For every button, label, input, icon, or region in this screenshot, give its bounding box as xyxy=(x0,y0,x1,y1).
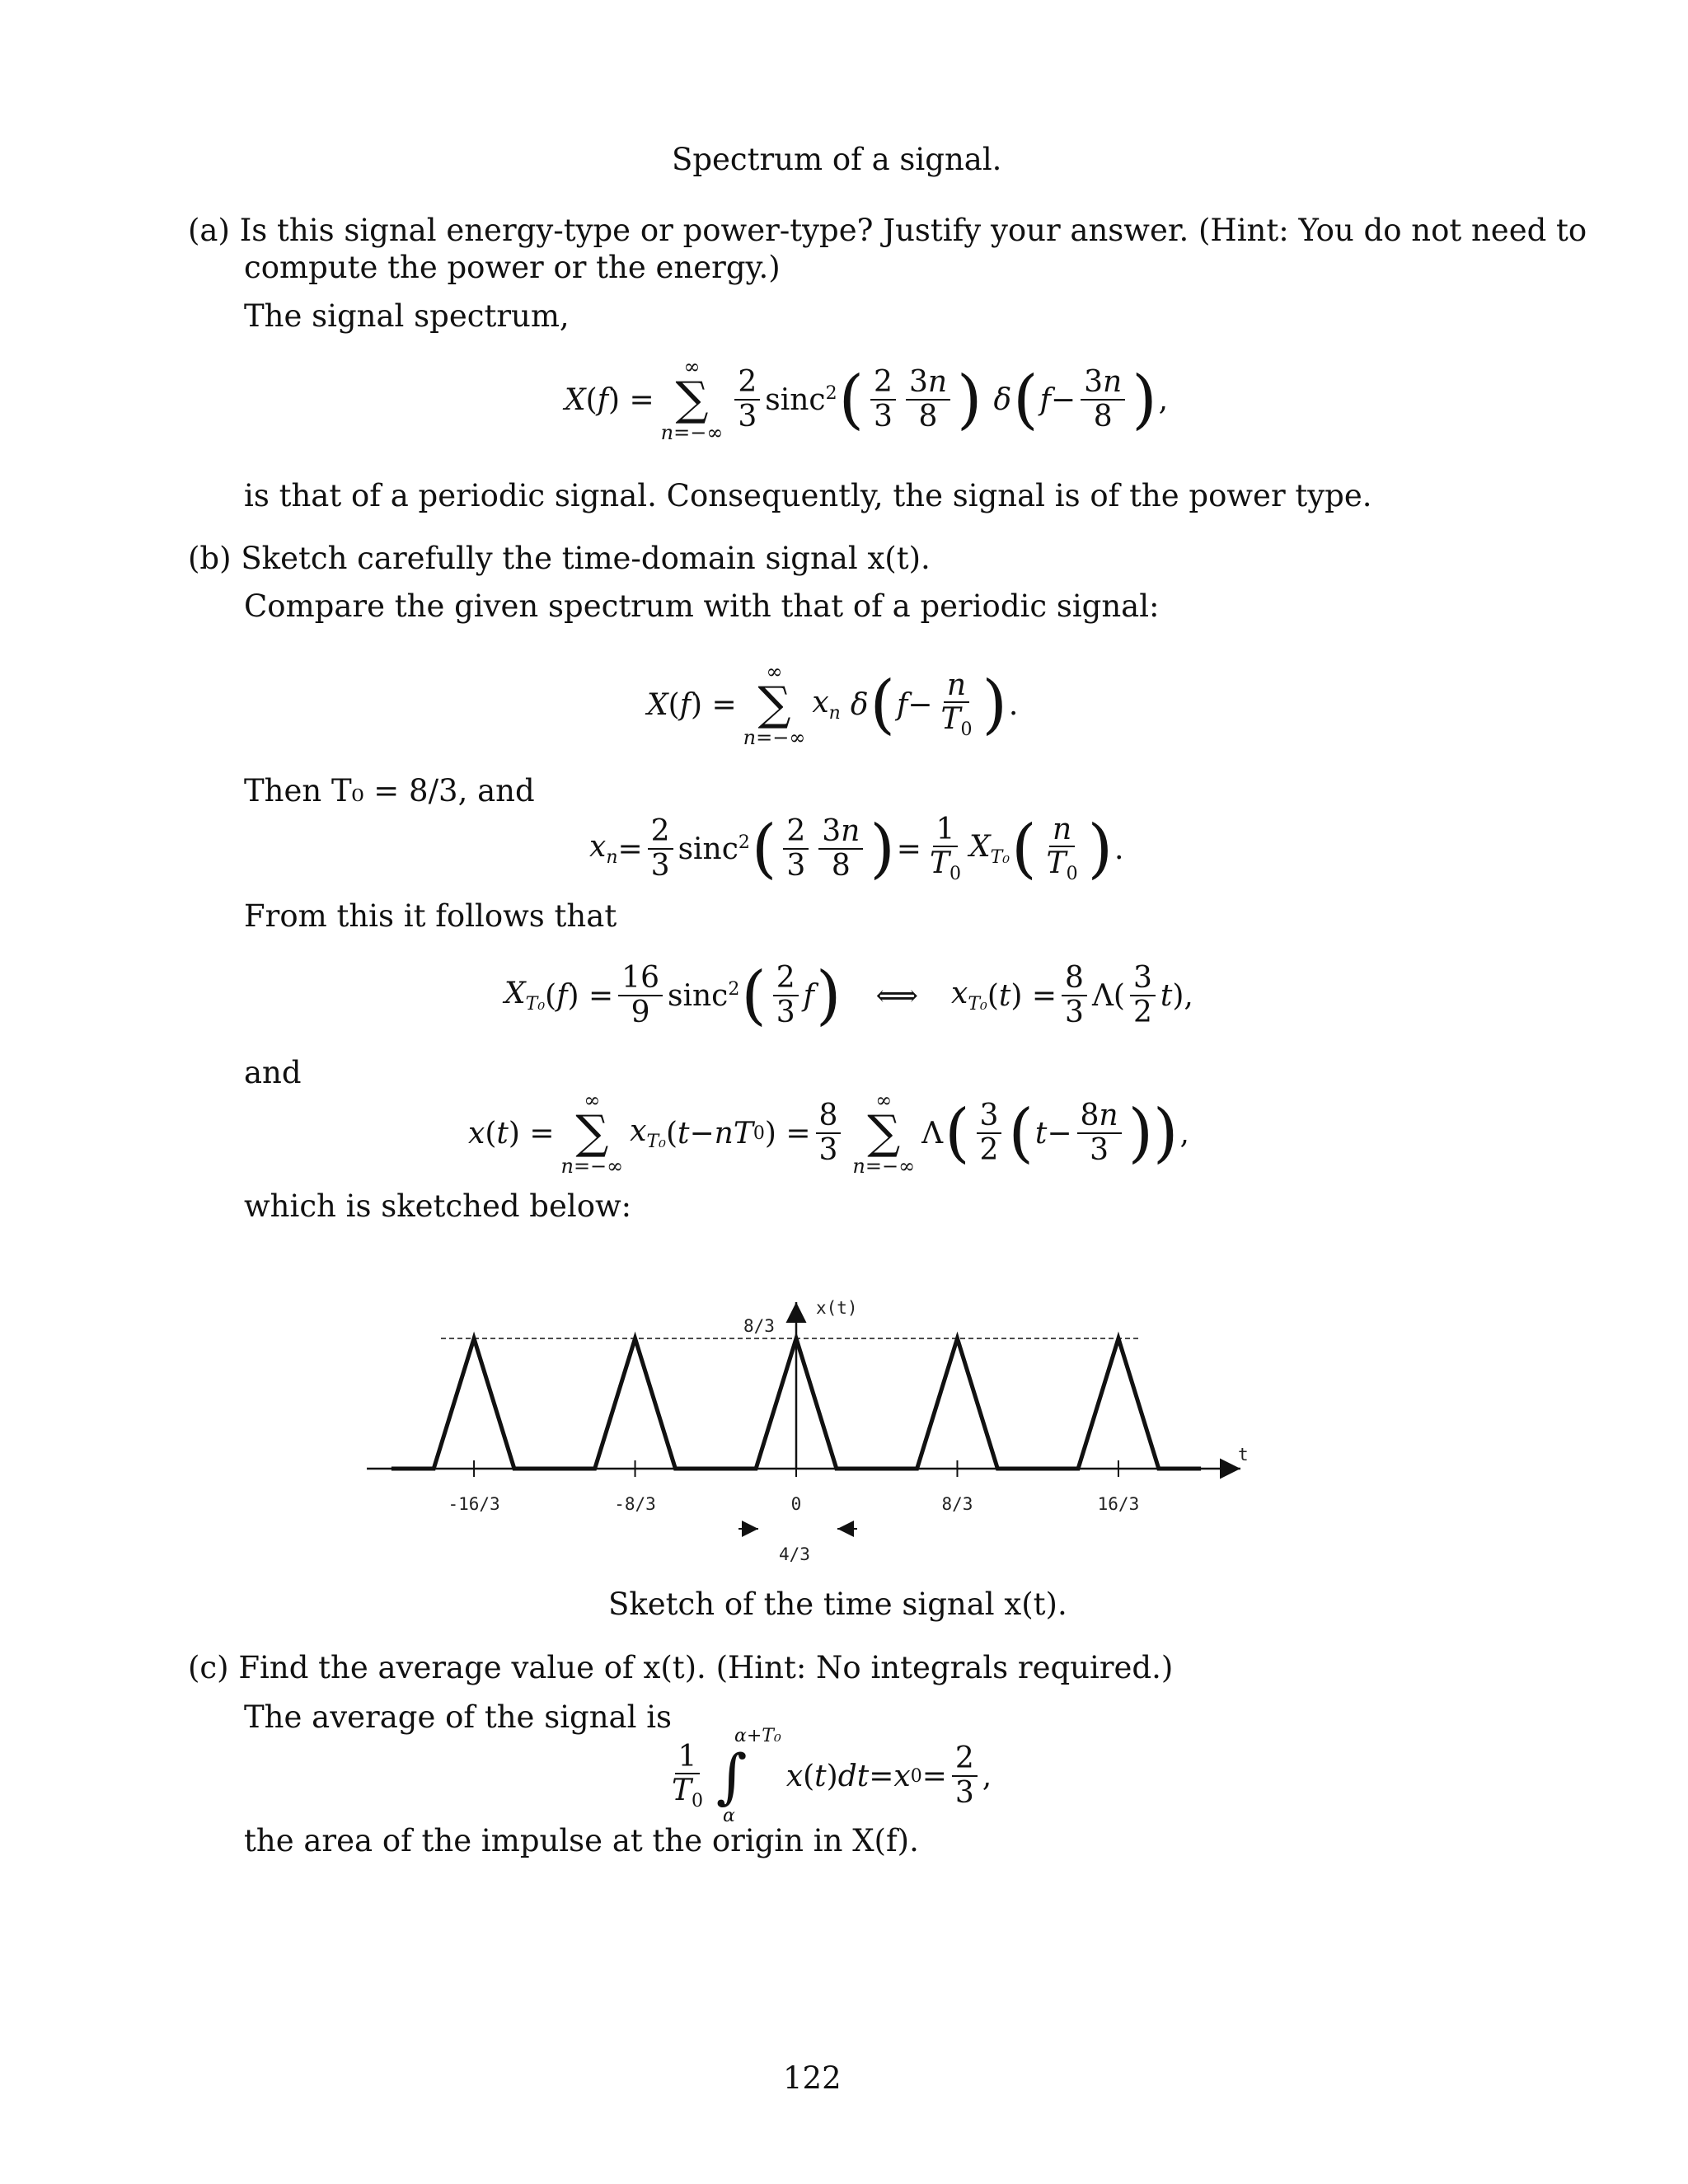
x-tick-label: 8/3 xyxy=(941,1494,973,1514)
part-a-intro: The signal spectrum, xyxy=(244,298,570,334)
equation-xt-sum: x ( t ) = ∞ ∑ n=−∞ $x_{T_0}$ ( t − nT 0 ) = $\frac{8}{3}$ ∞ ∑ n=−∞ Λ ( $\frac{3}{2}$ ( t − $\frac{8n}{3}$ )) , xyxy=(468,1089,1189,1178)
part-a-conclusion: is that of a periodic signal. Consequently, the signal is of the power type. xyxy=(244,478,1372,513)
y-axis-label: x(t) xyxy=(816,1298,858,1318)
equation-xn: $x_n$ = $\frac{2}{3}$ sinc$^2$ ( $\frac{2}{3}$ $\frac{3n}{8}$ ) = $\frac{1}{T_0}$ $X_{T_0}$ ( $\frac{n}{T_0}$ ) . xyxy=(589,812,1124,886)
x-tick-label: -8/3 xyxy=(614,1494,656,1514)
page-title: Spectrum of a signal. xyxy=(672,142,1002,177)
x-tick-label: 0 xyxy=(790,1494,802,1514)
time-signal-figure xyxy=(0,1244,1688,1615)
figure-caption: Sketch of the time signal x(t). xyxy=(608,1586,1067,1622)
x-tick-label: -16/3 xyxy=(448,1494,500,1514)
equation-average: $\frac{1}{T_0}$ α+T₀ ∫ α x ( t ) dt = x 0 = $\frac{2}{3}$ , xyxy=(672,1726,992,1826)
equation-xT0: $X_{T_0}$ ( f ) = $\frac{16}{9}$ sinc$^2$ ( $\frac{2}{3}$ f ) ⟺ $x_{T_0}$ ( t ) = $\frac{8}{3}$ Λ( $\frac{3}{2}$ t ), xyxy=(504,958,1193,1033)
part-b-follows: From this it follows that xyxy=(244,898,617,934)
part-b-intro: Compare the given spectrum with that of a periodic signal: xyxy=(244,588,1160,624)
page-number: 122 xyxy=(783,2060,842,2096)
part-a-question-cont: compute the power or the energy.) xyxy=(244,250,781,285)
part-a-question: (a) Is this signal energy-type or power-type? Justify your answer. (Hint: You do not need to xyxy=(188,213,1587,248)
equation-spectrum: X ( f ) = ∞ ∑ n=−∞ $\frac{2}{3}$ sinc$^2$ ( $\frac{2}{3}$ $\frac{3n}{8}$ ) δ ( f − $\frac{3n}{8}$ ) , xyxy=(565,355,1169,444)
part-c-intro: The average of the signal is xyxy=(244,1699,673,1735)
part-b-question: (b) Sketch carefully the time-domain signal x(t). xyxy=(188,541,931,576)
width-label: 4/3 xyxy=(779,1544,810,1564)
part-b-then: Then T₀ = 8/3, and xyxy=(244,773,535,808)
part-c-question: (c) Find the average value of x(t). (Hint: No integrals required.) xyxy=(188,1650,1174,1685)
x-axis-label: t xyxy=(1238,1445,1249,1465)
equation-periodic-spectrum: X ( f ) = ∞ ∑ n=−∞ $x_n$ δ ( f − $\frac{n}{T_0}$ ) . xyxy=(647,660,1019,749)
part-b-and: and xyxy=(244,1055,302,1090)
peak-label: 8/3 xyxy=(743,1316,775,1336)
part-b-sketched: which is sketched below: xyxy=(244,1188,632,1224)
x-tick-label: 16/3 xyxy=(1097,1494,1140,1514)
part-c-conclusion: the area of the impulse at the origin in X(f). xyxy=(244,1823,919,1858)
